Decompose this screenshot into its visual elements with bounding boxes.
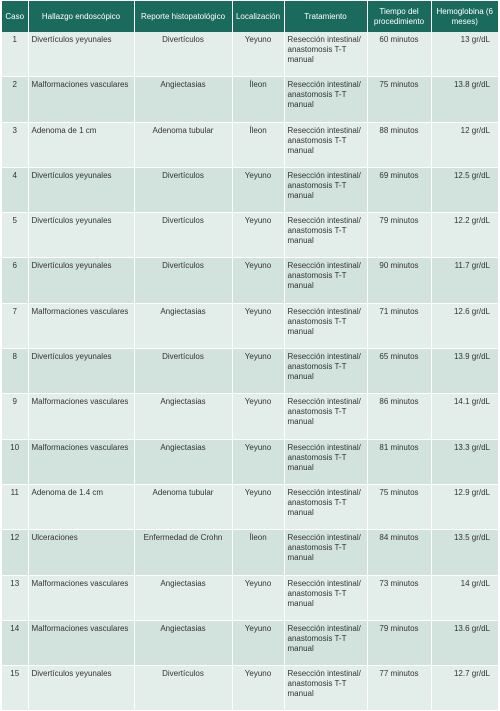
- cell-reporte: Adenoma tubular: [134, 484, 232, 529]
- cell-hemoglobina: 13.3 gr/dL: [431, 439, 498, 484]
- cell-hallazgo: Adenoma de 1.4 cm: [28, 484, 134, 529]
- cell-reporte: Divertículos: [134, 213, 232, 258]
- cases-table: [2, 1, 498, 711]
- cell-hemoglobina: 12.5 gr/dL: [431, 167, 498, 212]
- cell-hemoglobina: 12.7 gr/dL: [431, 666, 498, 711]
- cell-reporte: Divertículos: [134, 349, 232, 394]
- cell-tratamiento: Resección intestinal/ anastomosis T-T manual: [284, 32, 367, 77]
- cell-hemoglobina: 14 gr/dL: [431, 575, 498, 620]
- cell-reporte: Divertículos: [134, 666, 232, 711]
- cell-caso: 1: [2, 32, 28, 77]
- cell-localizacion: Yeyuno: [232, 620, 284, 665]
- table-row: [2, 77, 498, 122]
- cell-tratamiento: Resección intestinal/ anastomosis T-T manual: [284, 258, 367, 303]
- cell-hemoglobina: 12 gr/dL: [431, 122, 498, 167]
- cell-hemoglobina: 12.9 gr/dL: [431, 484, 498, 529]
- cell-reporte: Divertículos: [134, 258, 232, 303]
- header-hemoglobina: Hemoglobina (6 meses): [431, 1, 498, 32]
- cell-tratamiento: Resección intestinal/ anastomosis T-T manual: [284, 484, 367, 529]
- cell-tratamiento: Resección intestinal/ anastomosis T-T manual: [284, 439, 367, 484]
- cell-reporte: Divertículos: [134, 32, 232, 77]
- cell-hemoglobina: 14.1 gr/dL: [431, 394, 498, 439]
- cell-tiempo: 77 minutos: [367, 666, 431, 711]
- header-reporte: Reporte histopatológico: [134, 1, 232, 32]
- cell-localizacion: Yeyuno: [232, 32, 284, 77]
- cell-hemoglobina: 12.2 gr/dL: [431, 213, 498, 258]
- cell-caso: 9: [2, 394, 28, 439]
- table-container: [2, 1, 498, 711]
- cell-tiempo: 75 minutos: [367, 77, 431, 122]
- table-row: [2, 167, 498, 212]
- cell-hallazgo: Malformaciones vasculares: [28, 620, 134, 665]
- cell-tiempo: 71 minutos: [367, 303, 431, 348]
- cell-tiempo: 79 minutos: [367, 620, 431, 665]
- table-row: [2, 575, 498, 620]
- cell-tiempo: 65 minutos: [367, 349, 431, 394]
- table-row: [2, 394, 498, 439]
- cell-caso: 3: [2, 122, 28, 167]
- cell-caso: 14: [2, 620, 28, 665]
- cell-hallazgo: Malformaciones vasculares: [28, 439, 134, 484]
- cell-tiempo: 86 minutos: [367, 394, 431, 439]
- cell-hemoglobina: 13.9 gr/dL: [431, 349, 498, 394]
- table-row: [2, 213, 498, 258]
- cell-tratamiento: Resección intestinal/ anastomosis T-T manual: [284, 349, 367, 394]
- cell-localizacion: Yeyuno: [232, 258, 284, 303]
- cell-hallazgo: Divertículos yeyunales: [28, 258, 134, 303]
- cell-caso: 8: [2, 349, 28, 394]
- cell-hemoglobina: 13.5 gr/dL: [431, 530, 498, 575]
- cell-hallazgo: Divertículos yeyunales: [28, 32, 134, 77]
- cell-hallazgo: Divertículos yeyunales: [28, 349, 134, 394]
- cell-localizacion: Íleon: [232, 77, 284, 122]
- header-localizacion: Localización: [232, 1, 284, 32]
- cell-caso: 6: [2, 258, 28, 303]
- cell-localizacion: Yeyuno: [232, 349, 284, 394]
- cell-hallazgo: Divertículos yeyunales: [28, 666, 134, 711]
- cell-caso: 11: [2, 484, 28, 529]
- cell-localizacion: Yeyuno: [232, 167, 284, 212]
- cell-localizacion: Íleon: [232, 530, 284, 575]
- table-row: [2, 530, 498, 575]
- table-row: [2, 484, 498, 529]
- cell-tiempo: 88 minutos: [367, 122, 431, 167]
- cell-tiempo: 73 minutos: [367, 575, 431, 620]
- cell-tratamiento: Resección intestinal/ anastomosis T-T manual: [284, 530, 367, 575]
- cell-tiempo: 75 minutos: [367, 484, 431, 529]
- cell-reporte: Angiectasias: [134, 620, 232, 665]
- table-row: [2, 258, 498, 303]
- cell-localizacion: Yeyuno: [232, 213, 284, 258]
- cell-tiempo: 84 minutos: [367, 530, 431, 575]
- cell-caso: 4: [2, 167, 28, 212]
- table-row: [2, 620, 498, 665]
- cell-reporte: Angiectasias: [134, 575, 232, 620]
- cell-hemoglobina: 11.7 gr/dL: [431, 258, 498, 303]
- cell-localizacion: Yeyuno: [232, 575, 284, 620]
- table-body: [2, 32, 498, 711]
- cell-hallazgo: Malformaciones vasculares: [28, 303, 134, 348]
- cell-tiempo: 60 minutos: [367, 32, 431, 77]
- header-row: [2, 1, 498, 32]
- cell-localizacion: Yeyuno: [232, 394, 284, 439]
- cell-caso: 5: [2, 213, 28, 258]
- table-row: [2, 439, 498, 484]
- cell-caso: 7: [2, 303, 28, 348]
- cell-caso: 10: [2, 439, 28, 484]
- cell-reporte: Enfermedad de Crohn: [134, 530, 232, 575]
- cell-tratamiento: Resección intestinal/ anastomosis T-T manual: [284, 213, 367, 258]
- cell-tratamiento: Resección intestinal/ anastomosis T-T manual: [284, 303, 367, 348]
- cell-tiempo: 81 minutos: [367, 439, 431, 484]
- table-row: [2, 122, 498, 167]
- cell-hallazgo: Ulceraciones: [28, 530, 134, 575]
- table-row: [2, 32, 498, 77]
- cell-tratamiento: Resección intestinal/ anastomosis T-T manual: [284, 167, 367, 212]
- cell-caso: 13: [2, 575, 28, 620]
- cell-hallazgo: Divertículos yeyunales: [28, 167, 134, 212]
- cell-tiempo: 90 minutos: [367, 258, 431, 303]
- cell-reporte: Angiectasias: [134, 77, 232, 122]
- header-tratamiento: Tratamiento: [284, 1, 367, 32]
- cell-tratamiento: Resección intestinal/ anastomosis T-T manual: [284, 575, 367, 620]
- cell-tiempo: 79 minutos: [367, 213, 431, 258]
- cell-hemoglobina: 13 gr/dL: [431, 32, 498, 77]
- cell-localizacion: Yeyuno: [232, 439, 284, 484]
- cell-hemoglobina: 13.6 gr/dL: [431, 620, 498, 665]
- header-tiempo: Tiempo del procedimiento: [367, 1, 431, 32]
- cell-tiempo: 69 minutos: [367, 167, 431, 212]
- cell-localizacion: Yeyuno: [232, 484, 284, 529]
- table-row: [2, 349, 498, 394]
- header-caso: Caso: [2, 1, 28, 32]
- cell-hallazgo: Malformaciones vasculares: [28, 394, 134, 439]
- cell-tratamiento: Resección intestinal/ anastomosis T-T manual: [284, 620, 367, 665]
- header-hallazgo: Hallazgo endoscópico: [28, 1, 134, 32]
- cell-reporte: Divertículos: [134, 167, 232, 212]
- cell-localizacion: Yeyuno: [232, 303, 284, 348]
- cell-hallazgo: Malformaciones vasculares: [28, 575, 134, 620]
- table-header: [2, 1, 498, 32]
- cell-caso: 2: [2, 77, 28, 122]
- cell-hemoglobina: 12.6 gr/dL: [431, 303, 498, 348]
- cell-reporte: Angiectasias: [134, 394, 232, 439]
- cell-hallazgo: Malformaciones vasculares: [28, 77, 134, 122]
- cell-localizacion: Íleon: [232, 122, 284, 167]
- cell-hallazgo: Divertículos yeyunales: [28, 213, 134, 258]
- table-row: [2, 303, 498, 348]
- cell-tratamiento: Resección intestinal/ anastomosis T-T manual: [284, 122, 367, 167]
- cell-tratamiento: Resección intestinal/ anastomosis T-T manual: [284, 77, 367, 122]
- cell-localizacion: Yeyuno: [232, 666, 284, 711]
- table-row: [2, 666, 498, 711]
- cell-reporte: Angiectasias: [134, 303, 232, 348]
- cell-tratamiento: Resección intestinal/ anastomosis T-T manual: [284, 394, 367, 439]
- cell-reporte: Adenoma tubular: [134, 122, 232, 167]
- cell-reporte: Angiectasias: [134, 439, 232, 484]
- cell-caso: 15: [2, 666, 28, 711]
- cell-tratamiento: Resección intestinal/ anastomosis T-T manual: [284, 666, 367, 711]
- cell-caso: 12: [2, 530, 28, 575]
- cell-hemoglobina: 13.8 gr/dL: [431, 77, 498, 122]
- cell-hallazgo: Adenoma de 1 cm: [28, 122, 134, 167]
